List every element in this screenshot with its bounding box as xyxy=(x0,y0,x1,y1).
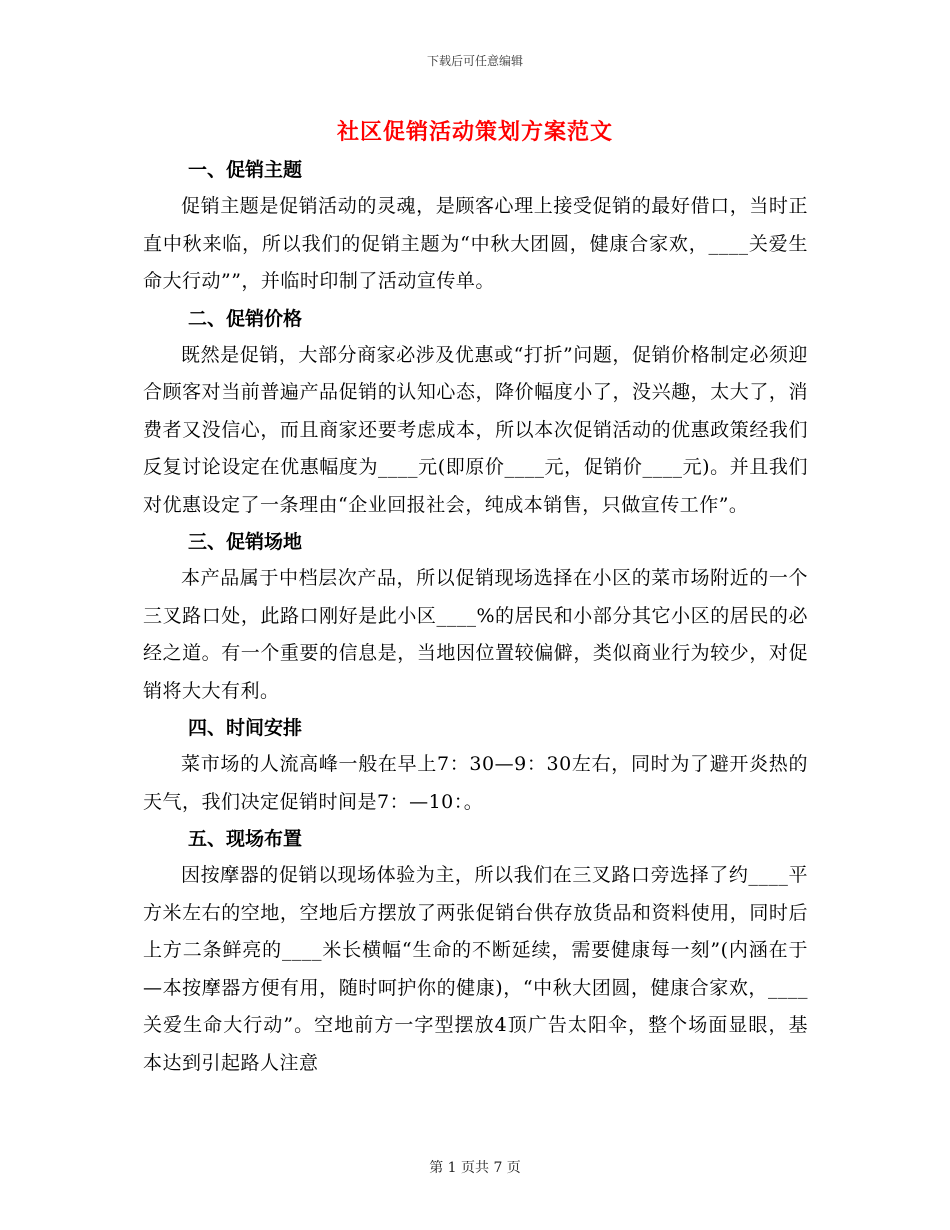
section-text-price: 既然是促销，大部分商家必涉及优惠或“打折”问题，促销价格制定必须迎合顾客对当前普遍产品促销的认知心态，降价幅度小了，没兴趣，太大了，消费者又没信心，而且商家还要考虑成本，所以本次促销活动的优惠政策经我们反复讨论设定在优惠幅度为____元(即原价____元，促销价____元)。并且我们对优惠设定了一条理由“企业回报社会，纯成本销售，只做宣传工作”。 xyxy=(143,343,808,516)
page-footer: 第 1 页共 7 页 xyxy=(429,1160,521,1176)
section-text-venue: 本产品属于中档层次产品，所以促销现场选择在小区的菜市场附近的一个三叉路口处，此路口刚好是此小区____%的居民和小部分其它小区的居民的必经之道。有一个重要的信息是，当地因位置较偏僻，类似商业行为较少，对促销将大大有利。 xyxy=(143,567,808,702)
section-heading-venue: 三、促销场地 xyxy=(188,531,303,553)
section-heading-schedule: 四、时间安排 xyxy=(188,717,303,739)
section-heading-price: 二、促销价格 xyxy=(188,307,303,330)
section-text-theme: 促销主题是促销活动的灵魂，是顾客心理上接受促销的最好借口，当时正直中秋来临，所以我们的促销主题为“中秋大团圆，健康合家欢，____关爱生命大行动””，并临时印制了活动宣传单。 xyxy=(143,195,808,292)
document-body xyxy=(143,152,808,1082)
section-text-layout: 因按摩器的促销以现场体验为主，所以我们在三叉路口旁选择了约____平方米左右的空地，空地后方摆放了两张促销台供存放货品和资料使用，同时后上方二条鲜亮的____米长横幅“生命的不断延续，需要健康每一刻”(内涵在于—本按摩器方便有用，随时呵护你的健康)，“中秋大团圆，健康合家欢，____关爱生命大行动”。空地前方一字型摆放4顶广告太阳伞，整个场面显眼，基本达到引起路人注意 xyxy=(143,864,808,1074)
header-note: 下载后可任意编辑 xyxy=(426,54,523,68)
section-heading-layout: 五、现场布置 xyxy=(188,828,303,850)
section-heading-theme: 一、促销主题 xyxy=(188,159,303,181)
document-title: 社区促销活动策划方案范文 xyxy=(336,119,613,145)
section-text-schedule: 菜市场的人流高峰一般在早上7：30—9：30左右，同时为了避开炎热的天气，我们决定促销时间是7：—10：。 xyxy=(143,753,808,813)
